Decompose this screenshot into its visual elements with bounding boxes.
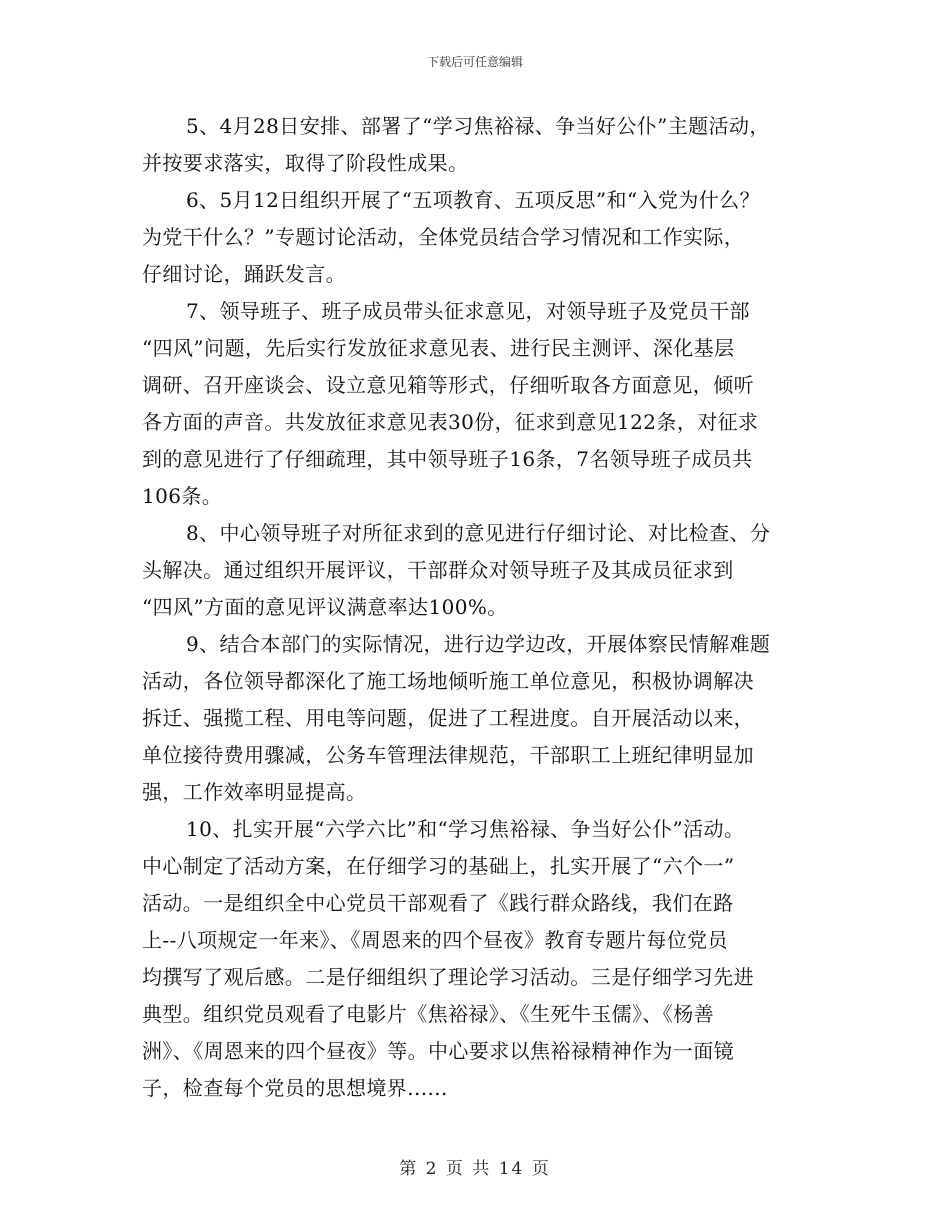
text-line: 9、结合本部门的实际情况，进行边学边改，开展体察民情解难题 xyxy=(186,632,771,656)
text-line: 中心制定了活动方案，在仔细学习的基础上，扎实开展了“六个一” xyxy=(142,854,735,878)
text-line: 仔细讨论，踊跃发言。 xyxy=(142,262,346,286)
text-line: 8、中心领导班子对所征求到的意见进行仔细讨论、对比检查、分 xyxy=(186,521,771,545)
text-line: 典型。组织党员观看了电影片《焦裕禄》、《生死牛玉儒》、《杨善 xyxy=(142,1002,714,1026)
text-line: 各方面的声音。共发放征求意见表30份，征求到意见122条，对征求 xyxy=(142,410,759,434)
text-line: 拆迁、强揽工程、用电等问题，促进了工程进度。自开展活动以来， xyxy=(142,706,754,730)
text-line: 到的意见进行了仔细疏理，其中领导班子16条，7名领导班子成员共 xyxy=(142,447,753,471)
text-line: 单位接待费用骤减，公务车管理法律规范，干部职工上班纪律明显加 xyxy=(142,743,754,767)
text-line: 10、扎实开展“六学六比”和“学习焦裕禄、争当好公仆”活动。 xyxy=(186,817,745,841)
text-line: 6、5月12日组织开展了“五项教育、五项反思”和“入党为什么？ xyxy=(186,188,760,212)
document-body xyxy=(142,108,822,1107)
text-line: 强，工作效率明显提高。 xyxy=(142,780,367,804)
text-line: 子，检查每个党员的思想境界...... xyxy=(142,1076,448,1100)
text-line: 上--八项规定一年来》、《周恩来的四个昼夜》教育专题片每位党员 xyxy=(142,928,728,952)
text-line: 头解决。通过组织开展评议，干部群众对领导班子及其成员征求到 xyxy=(142,558,734,582)
page-footer: 第 2 页 共 14 页 xyxy=(399,1159,551,1179)
text-line: 106条。 xyxy=(142,484,223,508)
text-line: “四风”方面的意见评议满意率达100%。 xyxy=(142,595,508,619)
text-line: 7、领导班子、班子成员带头征求意见，对领导班子及党员干部 xyxy=(186,299,750,323)
text-line: 5、4月28日安排、部署了“学习焦裕禄、争当好公仆”主题活动， xyxy=(186,114,770,138)
text-line: 均撰写了观后感。二是仔细组织了理论学习活动。三是仔细学习先进 xyxy=(142,965,754,989)
page-header: 下载后可任意编辑 xyxy=(426,55,523,69)
text-line: 洲》、《周恩来的四个昼夜》等。中心要求以焦裕禄精神作为一面镜 xyxy=(142,1039,734,1063)
text-line: 活动。一是组织全中心党员干部观看了《践行群众路线，我们在路 xyxy=(142,891,734,915)
text-line: 活动，各位领导都深化了施工场地倾听施工单位意见，积极协调解决 xyxy=(142,669,754,693)
text-line: “四风”问题，先后实行发放征求意见表、进行民主测评、深化基层 xyxy=(142,336,735,360)
text-line: 为党干什么？”专题讨论活动，全体党员结合学习情况和工作实际， xyxy=(142,225,745,249)
text-line: 并按要求落实，取得了阶段性成果。 xyxy=(142,151,469,175)
text-line: 调研、召开座谈会、设立意见箱等形式，仔细听取各方面意见，倾听 xyxy=(142,373,754,397)
